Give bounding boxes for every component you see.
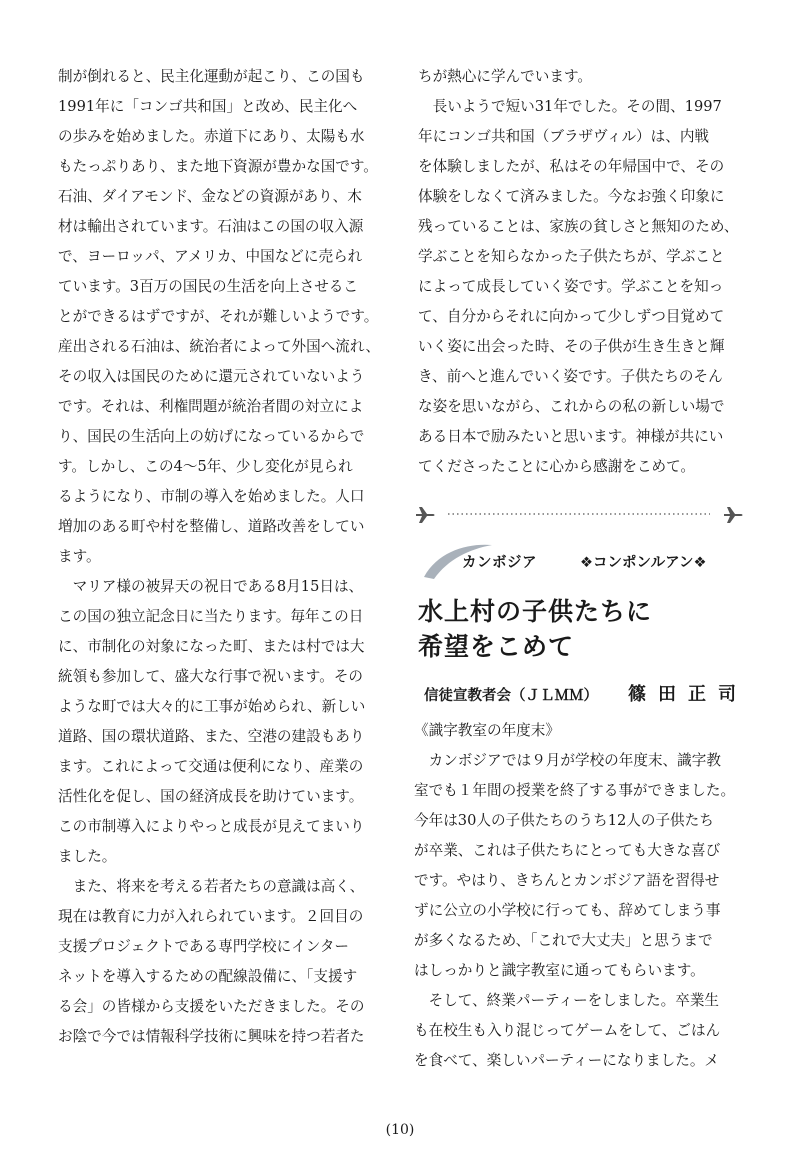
left-column-line: 材は輸出されています。石油はこの国の収入源: [58, 218, 364, 235]
right-column-top-line: ちが熱心に学んでいます。: [418, 68, 592, 85]
left-column-line: で、ヨーロッパ、アメリカ、中国などに売られ: [58, 248, 363, 265]
left-column-line: ています。3百万の国民の生活を向上させるこ: [58, 278, 358, 295]
right-column-top-line: 学ぶことを知らなかった子供たちが、学ぶこと: [418, 248, 725, 265]
place-label: ❖コンポンルアン❖: [580, 555, 707, 571]
right-column-bottom-line: 《識字教室の年度末》: [414, 722, 560, 739]
right-column-top-line: な姿を思いながら、これからの私の新しい場で: [418, 398, 725, 415]
right-column-bottom-line: 室でも１年間の授業を終了する事ができました。: [414, 782, 736, 799]
left-column: [58, 62, 390, 1052]
author-name: 篠田正司: [628, 684, 748, 705]
airplane-icon: [416, 507, 435, 523]
left-column-line: り、国民の生活向上の妨げになっているからで: [58, 428, 365, 445]
left-column-line: もたっぷりあり、また地下資源が豊かな国です。: [58, 158, 378, 175]
right-column-top-line: て、自分からそれに向かって少しずつ目覚めて: [418, 308, 725, 325]
left-column-line: 1991年に「コンゴ共和国」と改め、民主化へ: [58, 98, 358, 115]
right-column-bottom-line: を食べて、楽しいパーティーになりました。メ: [414, 1052, 720, 1069]
left-column-line: 石油、ダイアモンド、金などの資源があり、木: [58, 188, 362, 205]
title-line-2: 希望をこめて: [418, 632, 575, 661]
left-column-line: ネットを導入するための配線設備に、「支援す: [58, 968, 358, 985]
left-column-line: るようになり、市制の導入を始めました。人口: [58, 488, 365, 505]
right-column-top-line: 長いようで短い31年でした。その間、1997: [418, 98, 722, 115]
left-column-line: ました。: [58, 848, 117, 865]
airplane-icon: [724, 507, 743, 523]
right-column-top-line: き、前へと進んでいく姿です。子供たちのそん: [418, 368, 723, 385]
article-title: [418, 594, 750, 664]
left-column-line: ます。これによって交通は便利になり、産業の: [58, 758, 364, 775]
title-line-1: 水上村の子供たちに: [418, 597, 653, 626]
right-column-bottom-line: が卒業、これは子供たちにとっても大きな喜び: [414, 842, 721, 859]
byline: [424, 680, 750, 706]
country-label: カンボジア: [462, 555, 537, 571]
left-column-line: す。しかし、この4〜5年、少し変化が見られ: [58, 458, 353, 475]
right-column-bottom-line: です。やはり、きちんとカンボジア語を習得せ: [414, 872, 720, 889]
right-column-top-line: ある日本で励みたいと思います。神様が共にい: [418, 428, 724, 445]
left-column-line: に、市制化の対象になった町、または村では大: [58, 638, 365, 655]
left-column-line: 統領も参加して、盛大な行事で祝います。その: [58, 668, 364, 685]
left-column-line: 支援プロジェクトである専門学校にインター: [58, 938, 350, 955]
right-column-top: [418, 62, 750, 482]
left-column-line: この市制導入によりやっと成長が見えてまいり: [58, 818, 365, 835]
right-column-bottom-line: カンボジアでは９月が学校の年度末、識字教: [414, 752, 721, 769]
left-column-line: 産出される石油は、統治者によって外国へ流れ、: [58, 338, 380, 355]
right-column-bottom-line: ずに公立の小学校に行っても、辞めてしまう事: [414, 902, 721, 919]
left-column-line: この国の独立記念日に当たります。毎年この日: [58, 608, 364, 625]
left-column-line: 増加のある町や村を整備し、道路改善をしてい: [58, 518, 365, 535]
right-column-top-line: によって成長していく姿です。学ぶことを知っ: [418, 278, 724, 295]
left-column-line: マリア様の被昇天の祝日である8月15日は、: [58, 578, 364, 595]
left-column-line: その収入は国民のために還元されていないよう: [58, 368, 365, 385]
left-column-line: ような町では大々的に工事が始められ、新しい: [58, 698, 366, 715]
page-number: (10): [385, 1122, 415, 1138]
left-column-line: る会」の皆様から支援をいただきました。その: [58, 998, 365, 1015]
right-column-bottom-line: も在校生も入り混じってゲームをして、ごはん: [414, 1022, 721, 1039]
left-column-line: 活性化を促し、国の経済成長を助けています。: [58, 788, 364, 805]
left-column-line: また、将来を考える若者たちの意識は高く、: [58, 878, 365, 895]
right-column-top-line: てくださったことに心から感謝をこめて。: [418, 458, 695, 475]
left-column-line: 道路、国の環状道路、また、空港の建設もあり: [58, 728, 365, 745]
right-column-top-line: 体験をしなくて済みました。今なお強く印象に: [418, 188, 725, 205]
right-column-top-line: 残っていることは、家族の貧しさと無知のため、: [418, 218, 739, 235]
left-column-line: ます。: [58, 548, 101, 565]
right-column-top-line: 年にコンゴ共和国（ブラザヴィル）は、内戦: [418, 128, 710, 145]
left-column-line: 現在は教育に力が入れられています。２回目の: [58, 908, 364, 925]
right-column-bottom-line: 今年は30人の子供たちのうち12人の子供たち: [414, 812, 714, 829]
right-column-bottom-line: そして、終業パーティーをしました。卒業生: [414, 992, 720, 1009]
left-column-line: お陰で今では情報科学技術に興味を持つ若者た: [58, 1028, 365, 1045]
right-column-top-line: いく姿に出会った時、その子供が生き生きと輝: [418, 338, 725, 355]
left-column-line: です。それは、利権問題が統治者間の対立によ: [58, 398, 364, 415]
right-column-bottom-line: が多くなるため、「これで大丈夫」と思うまで: [414, 932, 713, 949]
section-location-header: [418, 547, 750, 575]
author-organization: 信徒宣教者会（ＪＬＭＭ）: [424, 688, 598, 704]
left-column-line: 制が倒れると、民主化運動が起こり、この国も: [58, 68, 365, 85]
right-column-top-line: を体験しましたが、私はその年帰国中で、その: [418, 158, 725, 175]
right-column-bottom-line: はしっかりと識字教室に通ってもらいます。: [414, 962, 705, 979]
right-column-bottom: [414, 716, 750, 1076]
section-divider: [412, 502, 748, 526]
left-column-line: とができるはずですが、それが難しいようです。: [58, 308, 379, 325]
left-column-line: の歩みを始めました。赤道下にあり、太陽も水: [58, 128, 365, 145]
